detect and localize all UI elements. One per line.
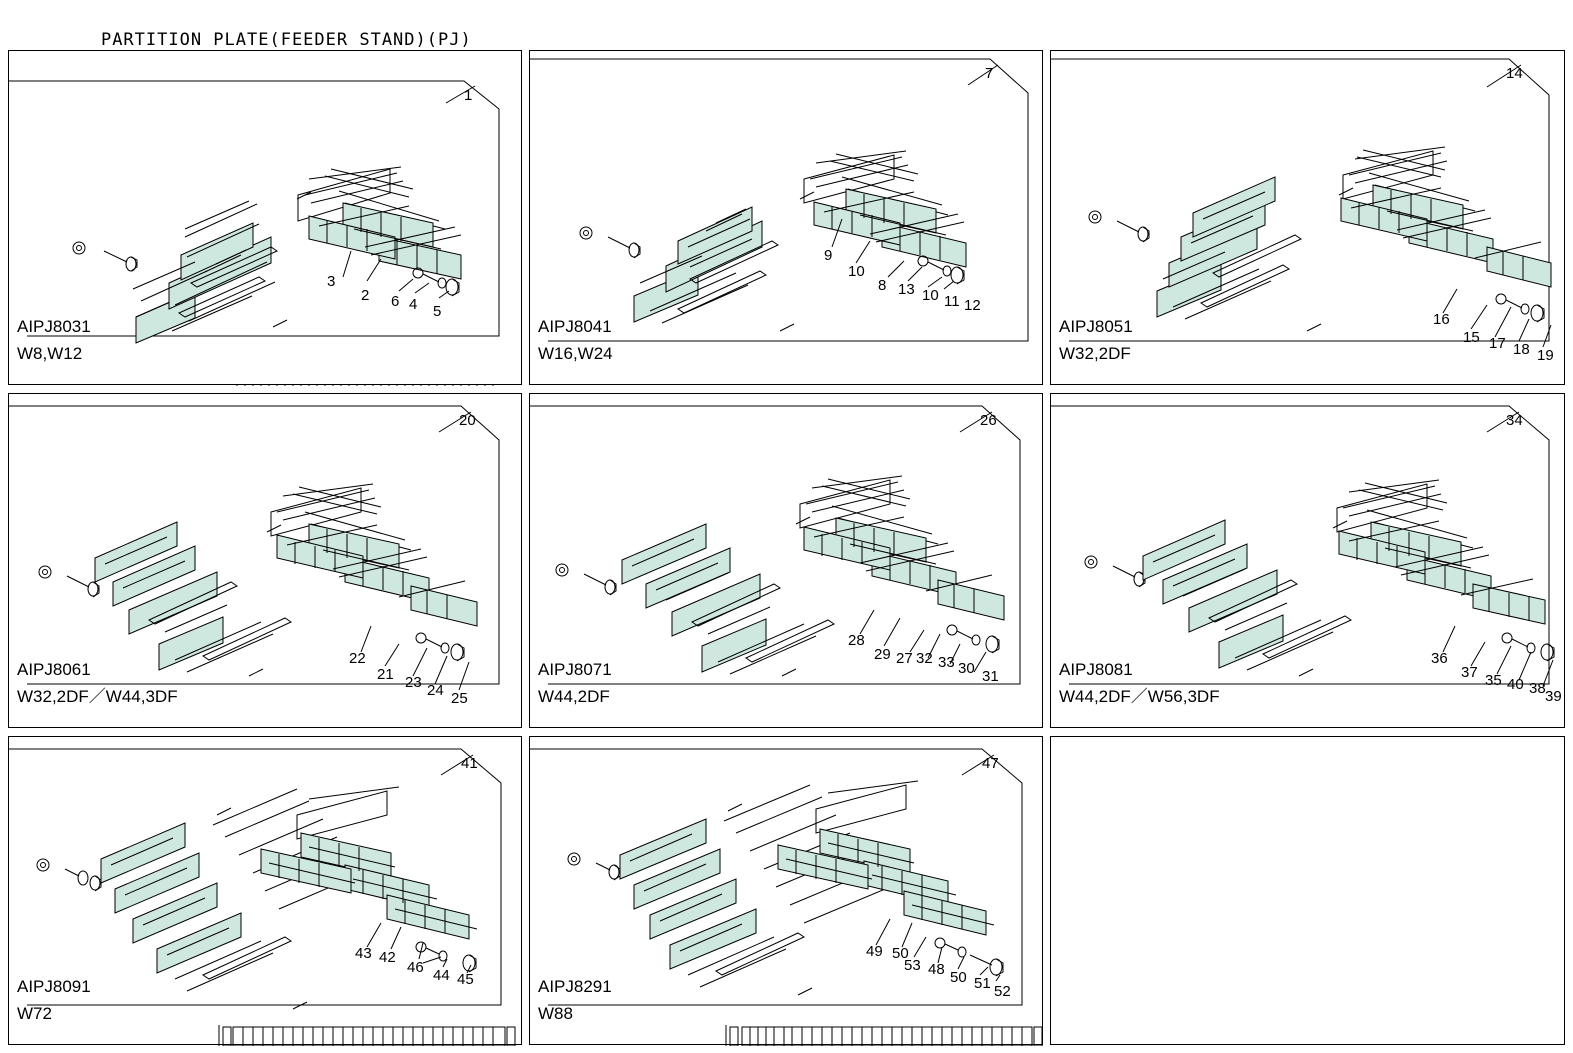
callout-50: 50	[892, 945, 909, 962]
callout-45: 45	[457, 971, 474, 988]
callout-28: 28	[848, 632, 865, 649]
diagram-cell-aipj8071[interactable]	[529, 393, 1043, 728]
callout-5: 5	[433, 303, 442, 320]
part-code: AIPJ8081	[1059, 660, 1133, 679]
callout-25: 25	[451, 690, 468, 707]
part-spec: W32,2DF／W44,3DF	[17, 687, 178, 706]
callout-2: 2	[361, 287, 370, 304]
callout-19: 19	[1537, 347, 1554, 364]
assembly-number: 14	[1506, 65, 1523, 82]
callout-31: 31	[982, 668, 999, 685]
partition-strip	[219, 385, 515, 386]
part-spec: W8,W12	[17, 344, 83, 363]
part-code: AIPJ8071	[538, 660, 612, 679]
assembly-number: 1	[464, 87, 473, 104]
partition-strip	[219, 1025, 515, 1046]
callout-9: 9	[824, 247, 833, 264]
part-spec: W44,2DF／W56,3DF	[1059, 687, 1220, 706]
callout-43: 43	[355, 945, 372, 962]
callout-16: 16	[1433, 311, 1450, 328]
callout-4: 4	[409, 296, 418, 313]
callout-36: 36	[1431, 650, 1448, 667]
callout-27: 27	[896, 650, 913, 667]
callout-37: 37	[1461, 664, 1478, 681]
part-code: AIPJ8061	[17, 660, 91, 679]
assembly-number: 26	[980, 412, 997, 429]
callout-30: 30	[958, 660, 975, 677]
callout-32: 32	[916, 650, 933, 667]
callout-50b: 50	[950, 969, 967, 986]
exploded-view-illustration	[9, 737, 523, 1046]
callout-48: 48	[928, 961, 945, 978]
partition-strip	[726, 1025, 1042, 1046]
callout-29: 29	[874, 646, 891, 663]
part-code: AIPJ8091	[17, 977, 91, 996]
diagram-cell-aipj8051[interactable]	[1050, 50, 1565, 385]
callout-10b: 10	[922, 287, 939, 304]
page-title-line1: PARTITION PLATE(FEEDER STAND)(PJ)	[100, 30, 472, 50]
callout-13: 13	[898, 281, 915, 298]
callout-53: 53	[904, 957, 921, 974]
callout-33: 33	[938, 654, 955, 671]
callout-10: 10	[848, 263, 865, 280]
exploded-view-illustration	[530, 737, 1044, 1046]
part-spec: W16,W24	[538, 344, 613, 363]
callout-52: 52	[994, 983, 1011, 1000]
part-code: AIPJ8291	[538, 977, 612, 996]
diagram-cell-empty	[1050, 736, 1565, 1045]
callout-42: 42	[379, 949, 396, 966]
diagram-grid	[8, 50, 1565, 1045]
callout-46: 46	[407, 959, 424, 976]
callout-15: 15	[1463, 329, 1480, 346]
callout-18: 18	[1513, 341, 1530, 358]
assembly-number: 7	[985, 65, 994, 82]
part-spec: W44,2DF	[538, 687, 610, 706]
callout-49: 49	[866, 943, 883, 960]
assembly-number: 47	[982, 755, 999, 772]
callout-38: 38	[1529, 680, 1546, 697]
callout-11: 11	[944, 293, 960, 310]
callout-39: 39	[1545, 688, 1562, 705]
diagram-cell-aipj8091[interactable]	[8, 736, 522, 1045]
callout-12: 12	[964, 297, 981, 314]
part-code: AIPJ8031	[17, 317, 91, 336]
callout-51: 51	[974, 975, 991, 992]
callout-35: 35	[1485, 672, 1502, 689]
part-spec: W72	[17, 1004, 52, 1023]
callout-3: 3	[327, 273, 336, 290]
part-code: AIPJ8041	[538, 317, 612, 336]
callout-17: 17	[1489, 335, 1506, 352]
callout-44: 44	[433, 967, 450, 984]
assembly-number: 34	[1506, 412, 1523, 429]
part-spec: W32,2DF	[1059, 344, 1131, 363]
part-code: AIPJ8051	[1059, 317, 1133, 336]
diagram-cell-aipj8291[interactable]	[529, 736, 1043, 1045]
assembly-number: 20	[459, 412, 476, 429]
part-spec: W88	[538, 1004, 573, 1023]
assembly-number: 41	[461, 755, 478, 772]
callout-8: 8	[878, 277, 887, 294]
callout-24: 24	[427, 682, 444, 699]
callout-22: 22	[349, 650, 366, 667]
diagram-cell-aipj8081[interactable]	[1050, 393, 1565, 728]
callout-23: 23	[405, 674, 422, 691]
callout-21: 21	[377, 666, 394, 683]
callout-6: 6	[391, 293, 400, 310]
diagram-cell-aipj8041[interactable]	[529, 50, 1043, 385]
callout-40: 40	[1507, 676, 1524, 693]
diagram-cell-aipj8031[interactable]	[8, 50, 522, 385]
diagram-cell-aipj8061[interactable]	[8, 393, 522, 728]
